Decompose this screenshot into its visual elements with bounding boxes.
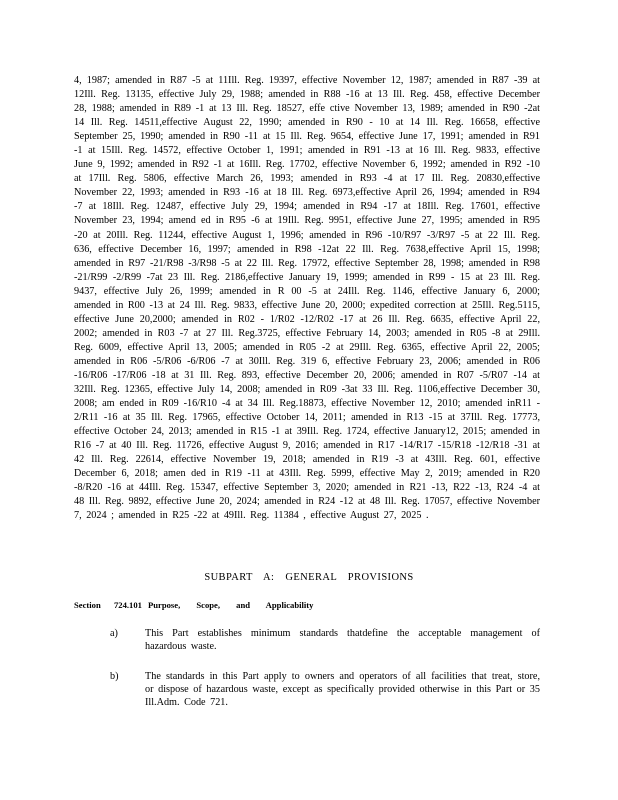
amendment-history-paragraph: 4, 1987; amended in R87 -5 at 11Ill. Reg. 19397, effective November 12, 1987; amended in R87 -39 at 12Ill. Reg. 13135, effective July 29, 1988; amended in R88 -16 at 13 Ill. Reg. 458, effective December 28, 1988; amended in R89 -1 at 13 Ill. Reg. 18527, effe ctive November 13, 1989; amended in R90 -2at 14 Ill. Reg. 14511,effective August 22, 1990; amended in R90 - 10 at 14 Ill. Reg. 16658, effective September 25, 1990; amended in R90 -11 at 15 Ill. Reg. 9654, effective June 17, 1991; amended in R91 -1 at 15Ill. Reg. 14572, effective October 1, 1991; amended in R91 -13 at 16 Ill. Reg. 9833, effective June 9, 1992; amended in R92 -1 at 16Ill. Reg. 17702, effective November 6, 1992; amended in R92 -10 at 17Ill. Reg. 5806, effective March 26, 1993; amended in R93 -4 at 17 Ill. Reg. 20830,effective November 22, 1993; amended in R93 -16 at 18 Ill. Reg. 6973,effective April 26, 1994; amended in R94 -7 at 18Ill. Reg. 12487, effective July 29, 1994; amended in R94 -17 at 18Ill. Reg. 17601, effective November 23, 1994; amend ed in R95 -6 at 19Ill. Reg. 9951, effective June 27, 1995; amended in R95 -20 at 20Ill. Reg. 11244, effective August 1, 1996; amended in R96 -10/R97 -3/R97 -5 at 22 Ill. Reg. 636, effective December 16, 1997; amended in R98 -12at 22 Ill. Reg. 7638,effective April 15, 1998; amended in R97 -21/R98 -3/R98 -5 at 22 Ill. Reg. 17972, effective September 28, 1998; amended in R98 -21/R99 -2/R99 -7at 23 Ill. Reg. 2186,effective January 19, 1999; amended in R99 - 15 at 23 Ill. Reg. 9437, effective July 26, 1999; amended in R 00 -5 at 24Ill. Reg. 1146, effective January 6, 2000; amended in R00 -13 at 24 Ill. Reg. 9833, effective June 20, 2000; expedited correction at 25Ill. Reg.5115, effective June 20,2000; amended in R02 - 1/R02 -12/R02 -17 at 26 Ill. Reg. 6635, effective April 22, 2002; amended in R03 -7 at 27 Ill. Reg.3725, effective February 14, 2003; amended in R05 -8 at 29Ill. Reg. 6009, effective April 13, 2005; amended in R05 -2 at 29Ill. Reg. 6365, effective April 22, 2005; amended in R06 -5/R06 -6/R06 -7 at 30Ill. Reg. 319 6, effective February 23, 2006; amended in R06 -16/R06 -17/R06 -18 at 31 Ill. Reg. 893, effective December 20, 2006; amended in R07 -5/R07 -14 at 32Ill. Reg. 12365, effective July 14, 2008; amended in R09 -3at 33 Ill. Reg. 1106,effective December 30, 2008; am ended in R09 -16/R10 -4 at 34 Ill. Reg.18873, effective November 12, 2010; amended inR11 - 2/R11 -16 at 35 Ill. Reg. 17965, effective October 14, 2011; amended in R13 -15 at 37Ill. Reg. 17773, effective October 24, 2013; amended in R15 -1 at 39Ill. Reg. 1724, effective January12, 2015; amended in R16 -7 at 40 Ill. Reg. 11726, effective August 9, 2016; amended in R17 -14/R17 -15/R18 -12/R18 -31 at 42 Ill. Reg. 22614, effective November 19, 2018; amended in R19 -3 at 43Ill. Reg. 601, effective December 6, 2018; amen ded in R19 -11 at 43Ill. Reg. 5999, effective May 2, 2019; amended in R20 -8/R20 -16 at 44Ill. Reg. 15347, effective September 3, 2020; amended in R21 -13, R22 -13, R24 -4 at 48 Ill. Reg. 9892, effective June 20, 2024; amended in R24 -12 at 48 Ill. Reg. 17057, effective November 7, 2024 ; amended in R25 -22 at 49Ill. Reg. 11384 , effective August 27, 2025 . [74, 75, 540, 522]
section-title: Purpose, Scope, and Applicability [148, 600, 314, 610]
subsection-marker: b) [110, 671, 119, 682]
subpart-heading: SUBPART A: GENERAL PROVISIONS [204, 572, 414, 583]
subsection-text: This Part establishes minimum standards thatdefine the acceptable management of hazardous waste. [145, 628, 540, 653]
subsection-marker: a) [110, 628, 118, 639]
section-label: Section [74, 600, 101, 610]
section-number: 724.101 [114, 600, 142, 610]
subsection-text: The standards in this Part apply to owners and operators of all facilities that treat, store, or dispose of hazardous waste, except as specifically provided otherwise in this Part or 35 Ill.Adm. Code 721. [145, 671, 540, 709]
section-heading [74, 600, 540, 610]
